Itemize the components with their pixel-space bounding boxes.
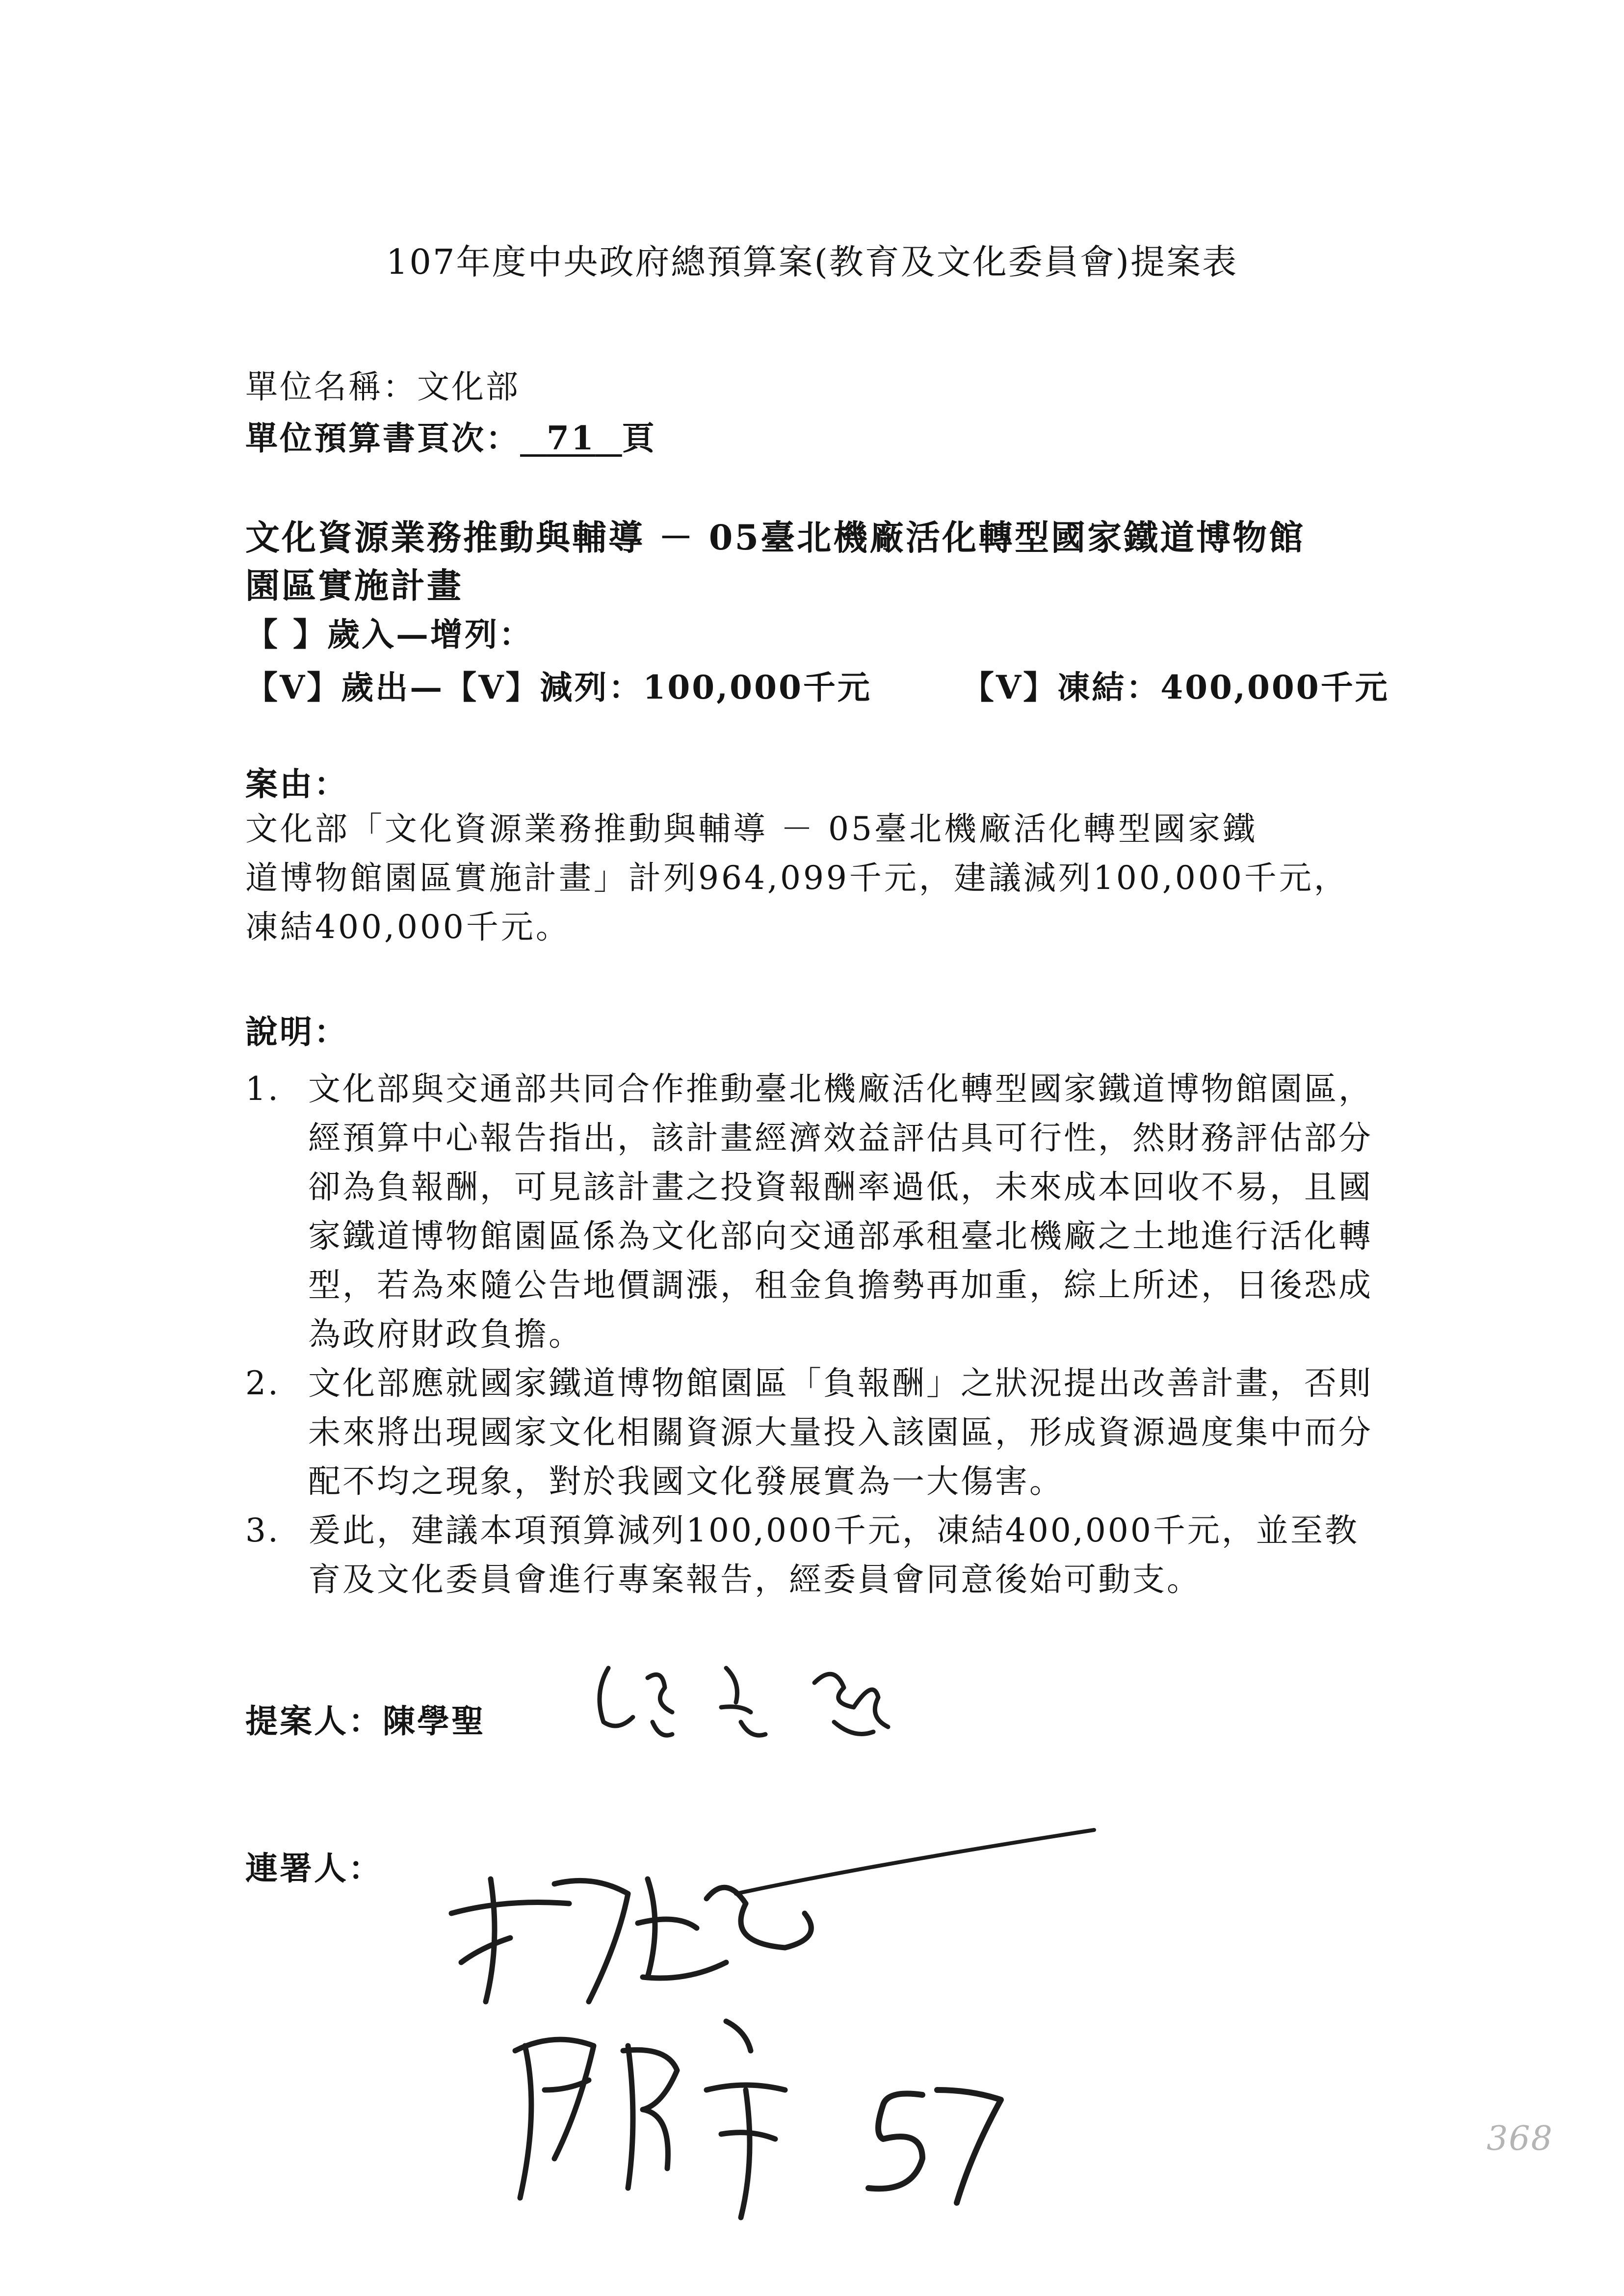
proposer-row	[245, 1695, 486, 1742]
reason-line3: 凍結400,000千元。	[245, 908, 571, 946]
reason-line1: 文化部「文化資源業務推動與輔導 － 05臺北機廠活化轉型國家鐵	[245, 810, 1257, 848]
proposer-name: 陳學聖	[383, 1702, 486, 1740]
freeze-line: 【V】凍結：400,000千元	[962, 668, 1389, 706]
expenditure-line: 【V】歲出—【V】減列：100,000千元	[245, 668, 872, 706]
reason-line2: 道博物館園區實施計畫」計列964,099千元，建議減列100,000千元，	[245, 859, 1349, 897]
unit-name-row	[245, 361, 520, 407]
cosigner-label: 連署人：	[245, 1849, 383, 1887]
unit-name-label: 單位名稱：	[245, 368, 417, 406]
page-ref-suffix: 頁	[622, 419, 656, 457]
list-item	[245, 1065, 1388, 1359]
list-item-number: 3.	[245, 1512, 280, 1549]
unit-name: 文化部	[417, 368, 520, 406]
list-item-text: 爰此，建議本項預算減列100,000千元，凍結400,000千元，並至教育及文化委員會進行專案報告，經委員會同意後始可動支。	[308, 1512, 1359, 1598]
revenue-line: 【 】歲入—增列：	[245, 615, 533, 653]
list-item-number: 1.	[245, 1070, 280, 1108]
page-ref-value: 71	[546, 419, 596, 457]
page-ref-label: 單位預算書頁次：	[245, 419, 520, 457]
list-item	[245, 1359, 1388, 1506]
list-item-text: 文化部與交通部共同合作推動臺北機廠活化轉型國家鐵道博物館園區，經預算中心報告指出，該計畫經濟效益評估具可行性，然財務評估部分卻為負報酬，可見該計畫之投資報酬率過低，未來成本回收不易，且國家鐵道博物館園區係為文化部向交通部承租臺北機廠之土地進行活化轉型，若為來隨公告地價調漲，租金負擔勢再加重，綜上所述，日後恐成為政府財政負擔。	[308, 1070, 1373, 1353]
cosigner-signatures	[432, 1815, 1119, 2257]
plan-title-line1: 文化資源業務推動與輔導 － 05臺北機廠活化轉型國家鐵道博物館	[245, 517, 1306, 558]
plan-title-line2: 園區實施計畫	[245, 565, 463, 606]
page-stamp: 368	[1487, 2119, 1553, 2158]
document-title: 107年度中央政府總預算案(教育及文化委員會)提案表	[386, 242, 1238, 282]
page-ref-row	[245, 412, 656, 459]
list-item	[245, 1506, 1388, 1604]
list-item-text: 文化部應就國家鐵道博物館園區「負報酬」之狀況提出改善計畫，否則未來將出現國家文化相關資源大量投入該園區，形成資源過度集中而分配不均之現象，對於我國文化發展實為一大傷害。	[308, 1364, 1373, 1500]
proposer-label: 提案人：	[245, 1702, 383, 1740]
explain-heading: 說明：	[245, 1013, 348, 1051]
reason-heading: 案由：	[245, 765, 348, 803]
proposer-signature	[579, 1648, 932, 1747]
explanation-list	[245, 1065, 1388, 1604]
list-item-number: 2.	[245, 1364, 280, 1402]
